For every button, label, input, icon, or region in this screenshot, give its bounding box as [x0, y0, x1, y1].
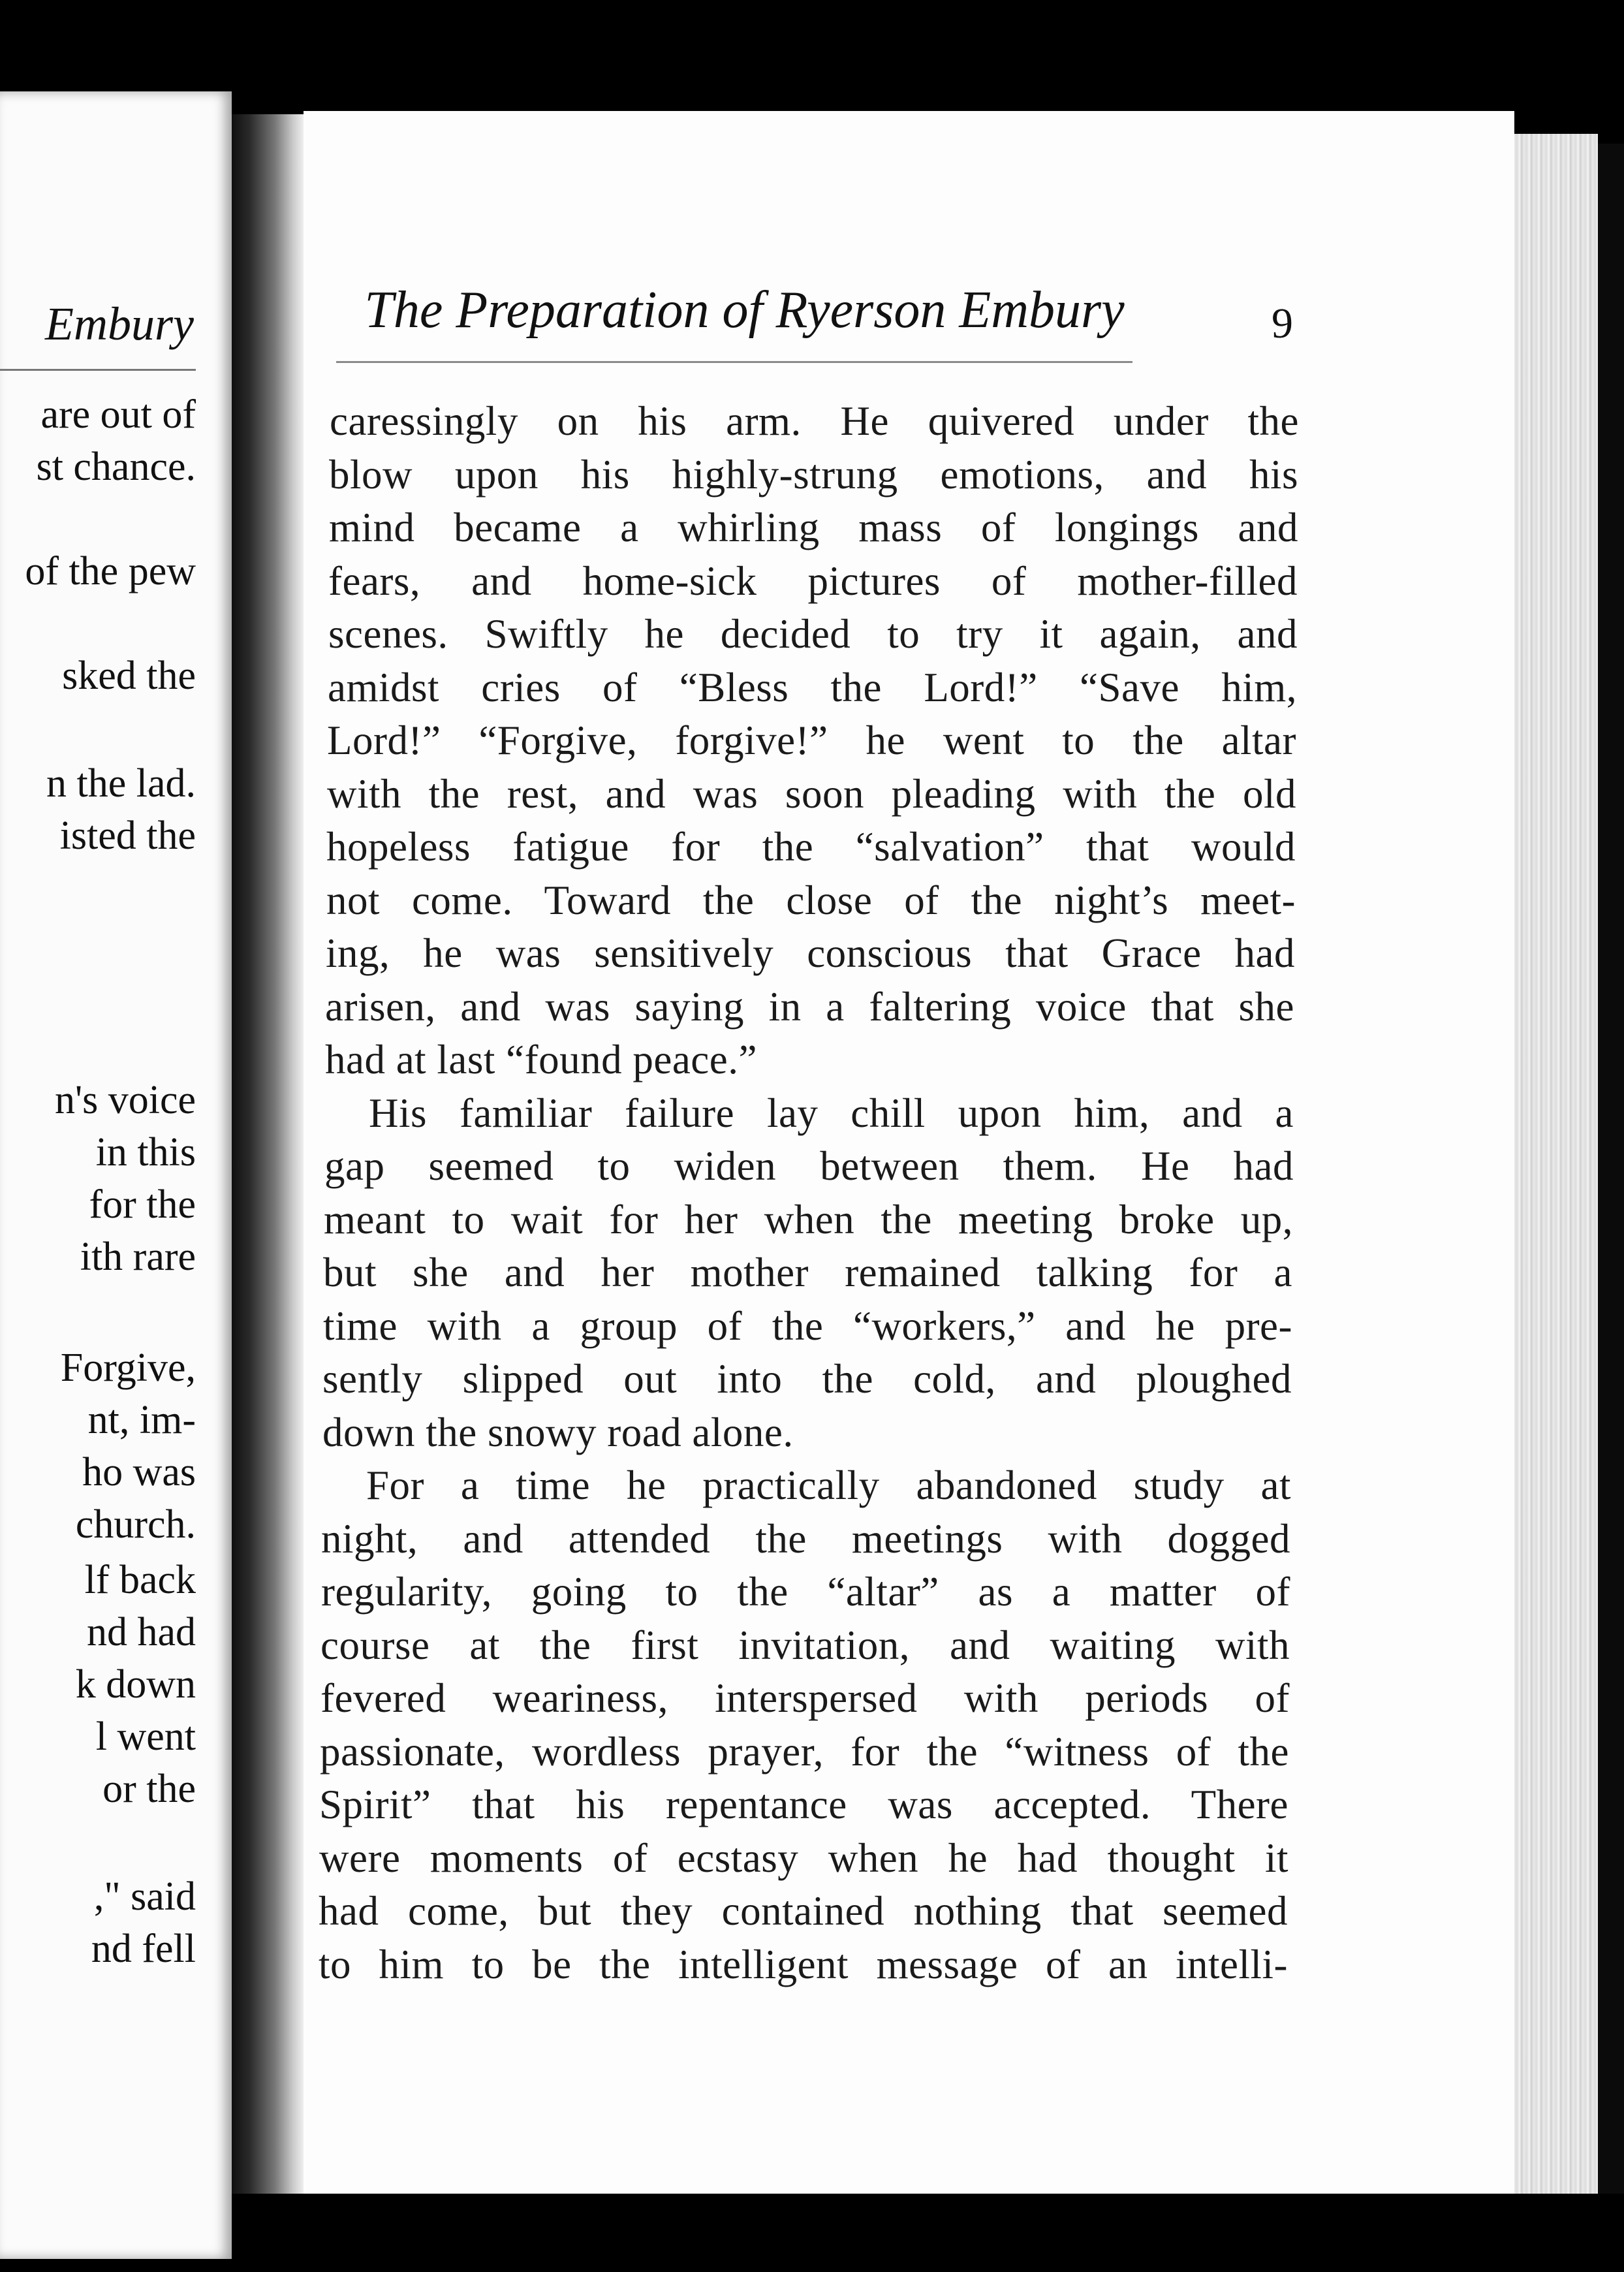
left-page-line: st chance.: [36, 445, 196, 489]
left-page-line: nd fell: [91, 1927, 196, 1971]
left-page-line: sked the: [62, 654, 196, 698]
body-line: but she and her mother remained talking for a: [323, 1250, 1292, 1295]
body-line: Spirit” that his repentance was accepted. There: [319, 1782, 1288, 1827]
body-line: course at the first invitation, and waiting with: [320, 1622, 1290, 1668]
body-line: fevered weariness, interspersed with periods of: [320, 1675, 1290, 1721]
left-page-line: in this: [95, 1130, 196, 1175]
body-line: caressingly on his arm. He quivered under the: [330, 398, 1299, 444]
body-line: down the snowy road alone.: [322, 1410, 794, 1455]
body-line: not come. Toward the close of the night’s meet-: [326, 877, 1296, 923]
body-line: passionate, wordless prayer, for the “witness of the: [320, 1729, 1289, 1775]
body-line: amidst cries of “Bless the Lord!” “Save him,: [328, 665, 1297, 710]
running-head: The Preparation of Ryerson Embury: [364, 281, 1125, 339]
page-edge-shadow: [1598, 144, 1624, 2194]
body-line: gap seemed to widen between them. He had: [324, 1143, 1294, 1189]
book-gutter: [232, 114, 304, 2194]
body-line: night, and attended the meetings with dogged: [321, 1516, 1290, 1562]
left-page-line: n the lad.: [46, 761, 196, 806]
body-line: regularity, going to the “altar” as a matter of: [321, 1569, 1290, 1615]
left-page-line: isted the: [59, 813, 196, 858]
body-line: For a time he practically abandoned study at: [366, 1462, 1291, 1508]
left-page-line: l went: [95, 1714, 196, 1759]
left-page-line: church.: [75, 1502, 196, 1547]
left-page-line: ," said: [93, 1874, 196, 1919]
body-line: with the rest, and was soon pleading with the old: [327, 771, 1296, 817]
left-page-line: ho was: [82, 1450, 196, 1494]
body-line: were moments of ecstasy when he had thought it: [319, 1835, 1288, 1881]
body-line: blow upon his highly-strung emotions, and his: [329, 452, 1298, 497]
left-page-line: are out of: [40, 392, 196, 437]
page-number: 9: [1272, 300, 1293, 347]
left-page-line: k down: [75, 1662, 196, 1707]
body-line: scenes. Swiftly he decided to try it again, and: [328, 611, 1298, 657]
left-page-line: n's voice: [54, 1078, 196, 1122]
left-page-line: nt, im-: [87, 1398, 196, 1442]
left-page-line: nd had: [86, 1610, 196, 1654]
left-page-line: for the: [89, 1182, 196, 1227]
left-page-line: lf back: [84, 1558, 196, 1602]
body-line: meant to wait for her when the meeting broke up,: [324, 1197, 1293, 1242]
body-line: time with a group of the “workers,” and he pre-: [323, 1303, 1292, 1349]
page-edges: [1514, 134, 1598, 2194]
body-line: ing, he was sensitively conscious that Grace had: [326, 930, 1295, 976]
body-line: mind became a whirling mass of longings and: [329, 505, 1298, 550]
body-line: Lord!” “Forgive, forgive!” he went to the altar: [327, 718, 1296, 763]
left-page-line: Forgive,: [60, 1346, 196, 1390]
body-line: His familiar failure lay chill upon him, and a: [369, 1090, 1294, 1136]
left-page-line: ith rare: [80, 1235, 196, 1279]
body-line: hopeless fatigue for the “salvation” that would: [326, 824, 1296, 870]
body-line: fears, and home-sick pictures of mother-filled: [328, 558, 1298, 604]
left-page-line: of the pew: [25, 549, 196, 593]
body-line: arisen, and was saying in a faltering voice that she: [325, 984, 1294, 1030]
header-rule: [336, 361, 1132, 363]
body-line: to him to be the intelligent message of an intelli-: [319, 1942, 1288, 1987]
left-running-head: Embury: [45, 298, 194, 350]
body-line: had at last “found peace.”: [325, 1037, 757, 1082]
left-header-rule: [0, 369, 196, 371]
body-line: sently slipped out into the cold, and ploughed: [322, 1356, 1292, 1402]
body-line: had come, but they contained nothing that seemed: [319, 1888, 1288, 1934]
left-page-line: or the: [102, 1767, 196, 1811]
